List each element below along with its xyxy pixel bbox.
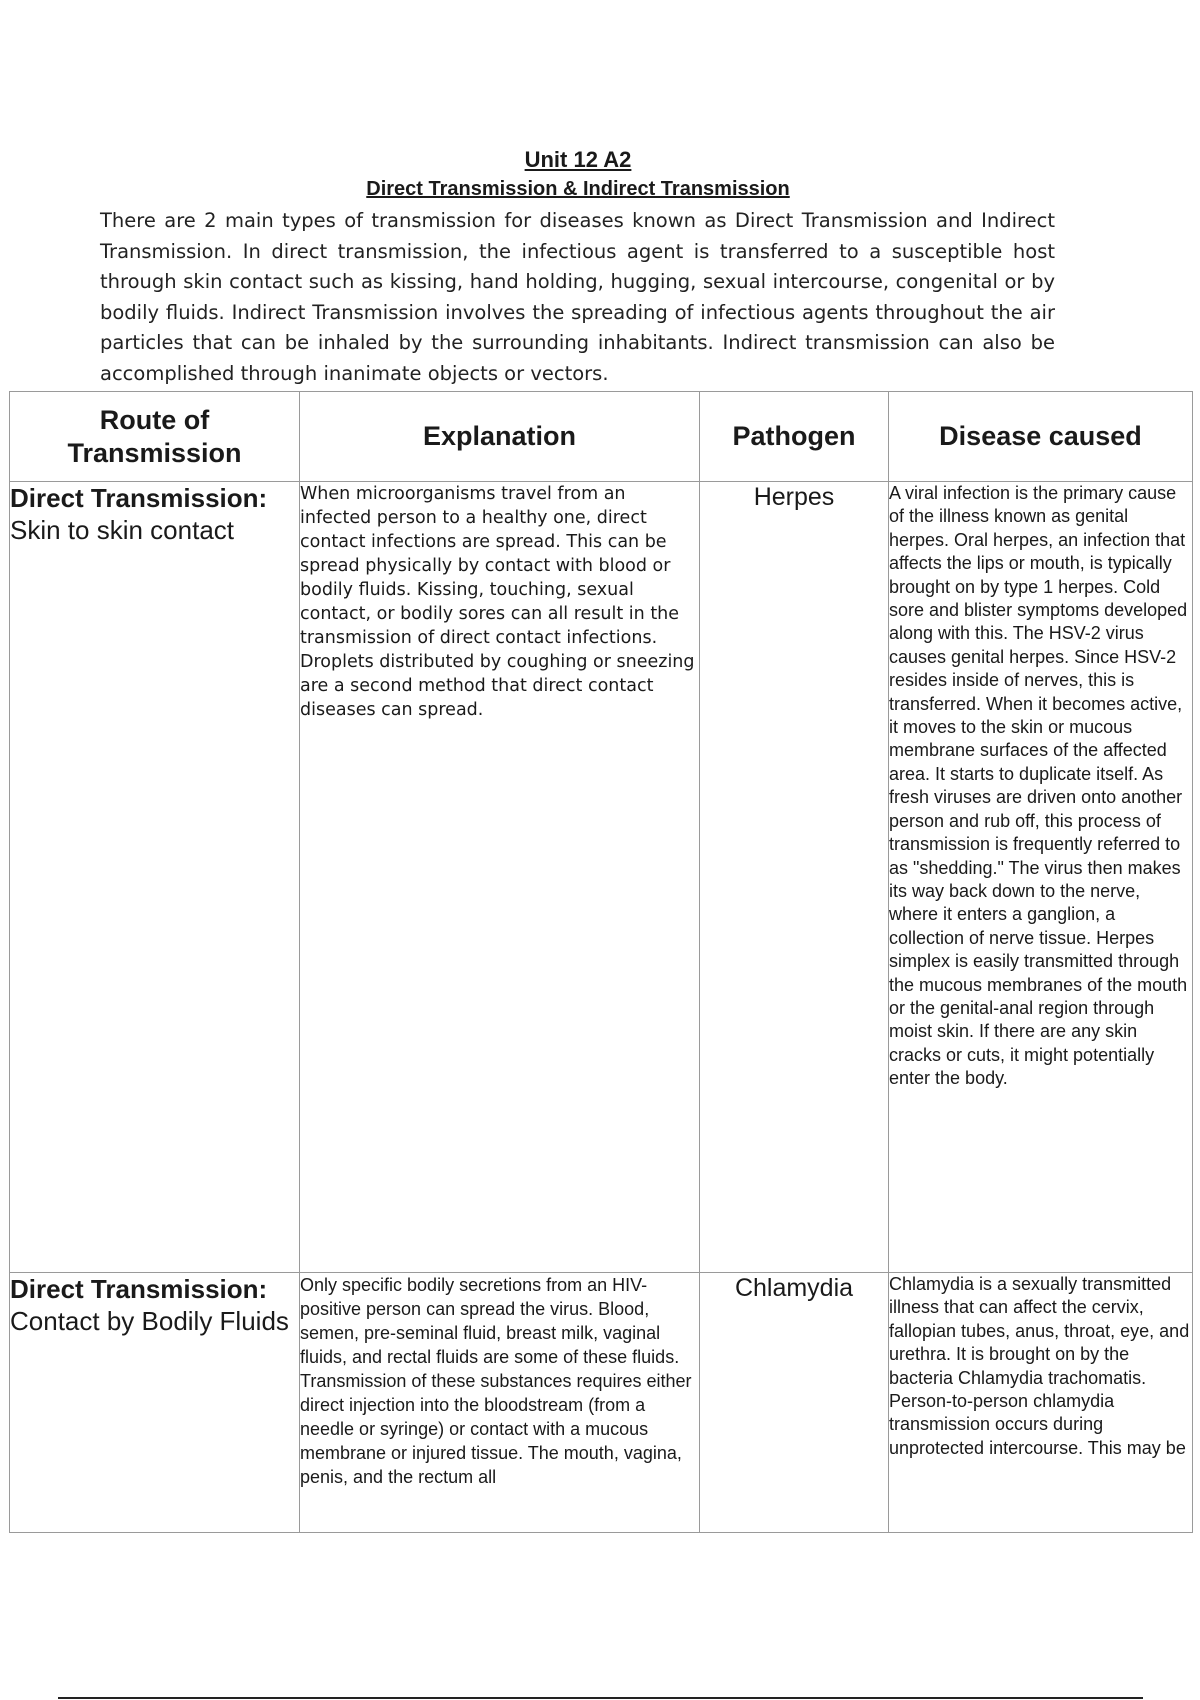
header-route: Route of Transmission: [10, 392, 300, 482]
pathogen-cell: Herpes: [700, 482, 889, 1273]
disease-cell: A viral infection is the primary cause of the illness known as genital herpes. Oral herpes, an infection that affects the lips or mouth, is typically brought on by type 1 herpes. Cold sore and blister symptoms developed along with this. The HSV-2 virus causes genital herpes. Since HSV-2 resides inside of nerves, this is transferred. When it becomes active, it moves to the skin or mucous membrane surfaces of the affected area. It starts to duplicate itself. As fresh viruses are driven onto another person and rub off, this process of transmission is frequently referred to as "shedding." The virus then makes its way back down to the nerve, where it enters a ganglion, a collection of nerve tissue. Herpes simplex is easily transmitted through the mucous membranes of the mouth or the genital-anal region through moist skin. If there are any skin cracks or cuts, it might potentially enter the body.: [889, 482, 1193, 1273]
transmission-table: [9, 391, 1193, 1533]
table-header-row: [10, 392, 1193, 482]
header-explanation: Explanation: [300, 392, 700, 482]
pathogen-cell: Chlamydia: [700, 1273, 889, 1533]
page-title: Unit 12 A2: [524, 147, 632, 172]
header-pathogen: Pathogen: [700, 392, 889, 482]
route-subheading: Skin to skin contact: [10, 515, 234, 545]
explanation-cell: Only specific bodily secretions from an HIV-positive person can spread the virus. Blood, semen, pre-seminal fluid, breast milk, vaginal fluids, and rectal fluids are some of these fluids. Transmission of these substances requires either direct injection into the bloodstream (from a needle or syringe) or contact with a mucous membrane or injured tissue. The mouth, vagina, penis, and the rectum all: [300, 1273, 700, 1533]
table-row: [10, 1273, 1193, 1533]
route-heading: Direct Transmission:: [10, 483, 268, 513]
page-subtitle: Direct Transmission & Indirect Transmission: [366, 178, 790, 200]
route-subheading: Contact by Bodily Fluids: [10, 1306, 289, 1336]
disease-cell: Chlamydia is a sexually transmitted illness that can affect the cervix, fallopian tubes, anus, throat, eye, and urethra. It is brought on by the bacteria Chlamydia trachomatis. Person-to-person chlamydia transmission occurs during unprotected intercourse. This may be: [889, 1273, 1193, 1533]
table-row: [10, 482, 1193, 1273]
route-heading: Direct Transmission:: [10, 1274, 268, 1304]
header-disease: Disease caused: [889, 392, 1193, 482]
intro-paragraph: There are 2 main types of transmission for diseases known as Direct Transmission and Indirect Transmission. In direct transmission, the infectious agent is transferred to a susceptible host through skin contact such as kissing, hand holding, hugging, sexual intercourse, congenital or by bodily fluids. Indirect Transmission involves the spreading of infectious agents throughout the air particles that can be inhaled by the surrounding inhabitants. Indirect transmission can also be accomplished through inanimate objects or vectors.: [100, 209, 1055, 385]
route-cell: [10, 1273, 300, 1533]
explanation-cell: When microorganisms travel from an infected person to a healthy one, direct contact infections are spread. This can be spread physically by contact with blood or bodily fluids. Kissing, touching, sexual contact, or bodily sores can all result in the transmission of direct contact infections. Droplets distributed by coughing or sneezing are a second method that direct contact diseases can spread.: [300, 482, 700, 1273]
route-cell: [10, 482, 300, 1273]
footer-divider: [58, 1697, 1143, 1699]
